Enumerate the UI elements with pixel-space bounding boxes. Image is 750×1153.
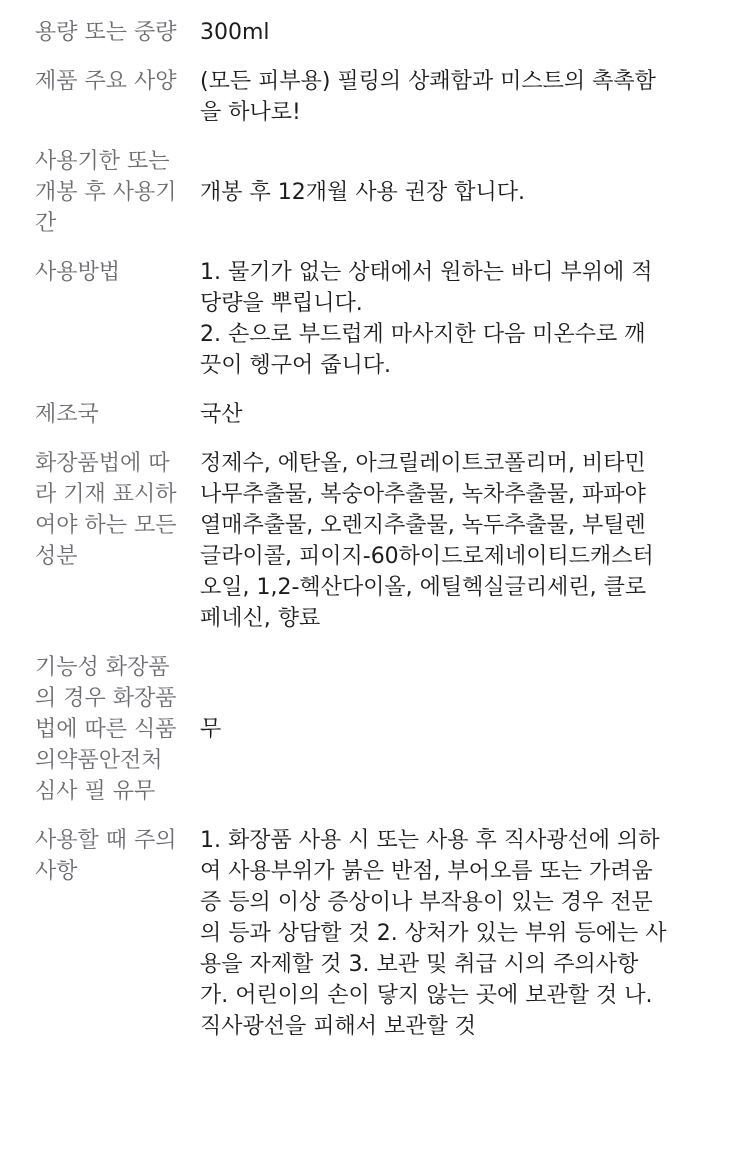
spec-label: 기능성 화장품 의 경우 화장품 법에 따른 식품 의약품안전처 심사 필 유무 xyxy=(35,655,177,804)
spec-value: 1. 물기가 없는 상태에서 원하는 바디 부위에 적 당량을 뿌립니다. 2. 손으로 부드럽게 마사지한 다음 미온수로 깨 끗이 헹구어 줍니다. xyxy=(200,260,653,378)
spec-row-precautions xyxy=(0,825,750,1060)
spec-row-usage xyxy=(0,257,750,399)
spec-row-main-spec xyxy=(0,66,750,146)
spec-row-expiry xyxy=(0,146,750,257)
spec-row-origin xyxy=(0,399,750,448)
spec-label: 사용방법 xyxy=(35,260,121,285)
spec-row-functional-review xyxy=(0,652,750,825)
spec-value: 무 xyxy=(200,717,222,742)
spec-label: 제조국 xyxy=(35,402,99,427)
spec-row-ingredients xyxy=(0,448,750,652)
spec-value: 정제수, 에탄올, 아크릴레이트코폴리머, 비타민 나무추출물, 복숭아추출물, 녹차추출물, 파파야 열매추출물, 오렌지추출물, 녹두추출물, 부틸렌 글라이콜, 피이지-60하이드로제네이티드캐스터 오일, 1,2-헥산다이올, 에틸헥실글리세린, 클로 페네신, 향료 xyxy=(200,451,654,631)
spec-label: 화장품법에 따 라 기재 표시하 여야 하는 모든 성분 xyxy=(35,451,177,569)
spec-value: 개봉 후 12개월 사용 권장 합니다. xyxy=(200,180,525,205)
spec-value: 1. 화장품 사용 시 또는 사용 후 직사광선에 의하 여 사용부위가 붉은 반점, 부어오름 또는 가려움 증 등의 이상 증상이나 부작용이 있는 경우 전문 의 등과 상담할 것 2. 상처가 있는 부위 등에는 사 용을 자제할 것 3. 보관 및 취급 시의 주의사항 가. 어린이의 손이 닿지 않는 곳에 보관할 것 나. 직사광선을 피해서 보관할 것 xyxy=(200,828,667,1039)
spec-row-capacity xyxy=(0,17,750,66)
spec-label: 제품 주요 사양 xyxy=(35,69,177,94)
spec-value: 국산 xyxy=(200,402,243,427)
spec-label: 사용기한 또는 개봉 후 사용기 간 xyxy=(35,149,177,236)
spec-value: 300ml xyxy=(200,20,270,45)
spec-value: (모든 피부용) 필링의 상쾌함과 미스트의 촉촉함 을 하나로! xyxy=(200,69,656,125)
spec-label: 사용할 때 주의 사항 xyxy=(35,828,177,884)
spec-label: 용량 또는 중량 xyxy=(35,20,177,45)
